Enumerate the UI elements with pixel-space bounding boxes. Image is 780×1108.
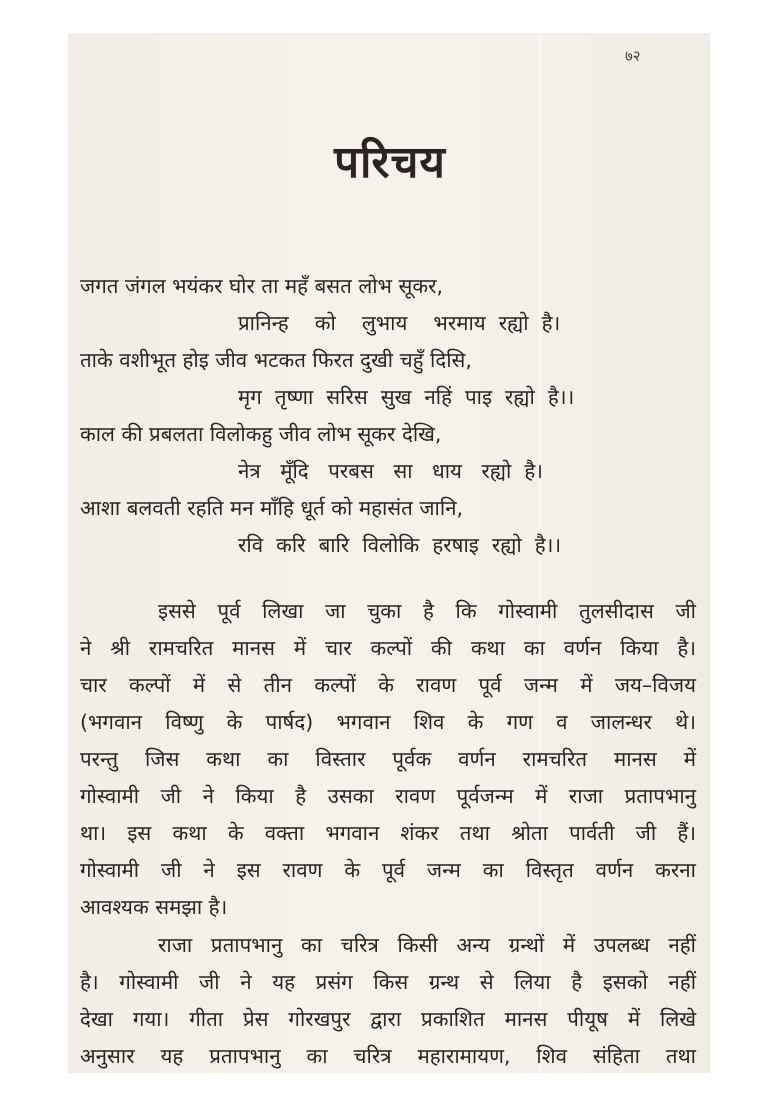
- paragraph-line: है। गोस्वामी जी ने यह प्रसंग किस ग्रन्थ से लिया है इसको नहीं: [80, 970, 696, 994]
- paragraph-line: गोस्वामी जी ने किया है उसका रावण पूर्वजन्म में राजा प्रतापभानु: [80, 784, 696, 808]
- paragraph-line: राजा प्रतापभानु का चरित्र किसी अन्य ग्रन्थों में उपलब्ध नहीं: [158, 933, 696, 957]
- paragraph-line: इससे पूर्व लिखा जा चुका है कि गोस्वामी तुलसीदास जी: [158, 599, 696, 623]
- page-number: ७२: [625, 47, 641, 65]
- verse-line: जगत जंगल भयंकर घोर ता महँ बसत लोभ सूकर,: [80, 274, 443, 298]
- verse-line: मृग तृष्णा सरिस सुख नहिं पाइ रह्यो है।।: [238, 385, 575, 409]
- page-title: परिचय: [334, 137, 446, 188]
- paragraph-line: (भगवान विष्णु के पार्षद) भगवान शिव के गण व जालन्धर थे।: [80, 710, 696, 734]
- paragraph-line: देखा गया। गीता प्रेस गोरखपुर द्वारा प्रकाशित मानस पीयूष में लिखे: [80, 1007, 696, 1031]
- verse-line: रवि करि बारि विलोकि हरषाइ रह्यो है।।: [238, 533, 562, 557]
- paragraph-line: ने श्री रामचरित मानस में चार कल्पों की कथा का वर्णन किया है।: [80, 636, 696, 660]
- paragraph-line: परन्तु जिस कथा का विस्तार पूर्वक वर्णन रामचरित मानस में: [80, 747, 696, 771]
- verse-line: काल की प्रबलता विलोकहु जीव लोभ सूकर देखि,: [80, 422, 442, 446]
- paragraph-line: अनुसार यह प्रतापभानु का चरित्र महारामायण, शिव संहिता तथा: [80, 1044, 696, 1068]
- paragraph-line: था। इस कथा के वक्ता भगवान शंकर तथा श्रोता पार्वती जी हैं।: [80, 821, 696, 845]
- bleed-through-text: [300, 60, 308, 90]
- paragraph-line: चार कल्पों में से तीन कल्पों के रावण पूर्व जन्म में जय–विजय: [80, 673, 696, 697]
- paragraph-line: गोस्वामी जी ने इस रावण के पूर्व जन्म का विस्तृत वर्णन करना: [80, 858, 696, 882]
- verse-line: प्रानिन्ह को लुभाय भरमाय रह्यो है।: [238, 311, 561, 335]
- verse-line: ताके वशीभूत होइ जीव भटकत फिरत दुखी चहुँ दिसि,: [80, 348, 472, 372]
- verse-line: आशा बलवती रहति मन माँहि धूर्त को महासंत जानि,: [80, 496, 464, 520]
- paragraph-line: आवश्यक समझा है।: [80, 895, 228, 919]
- verse-line: नेत्र मूँदि परबस सा धाय रह्यो है।: [238, 459, 543, 483]
